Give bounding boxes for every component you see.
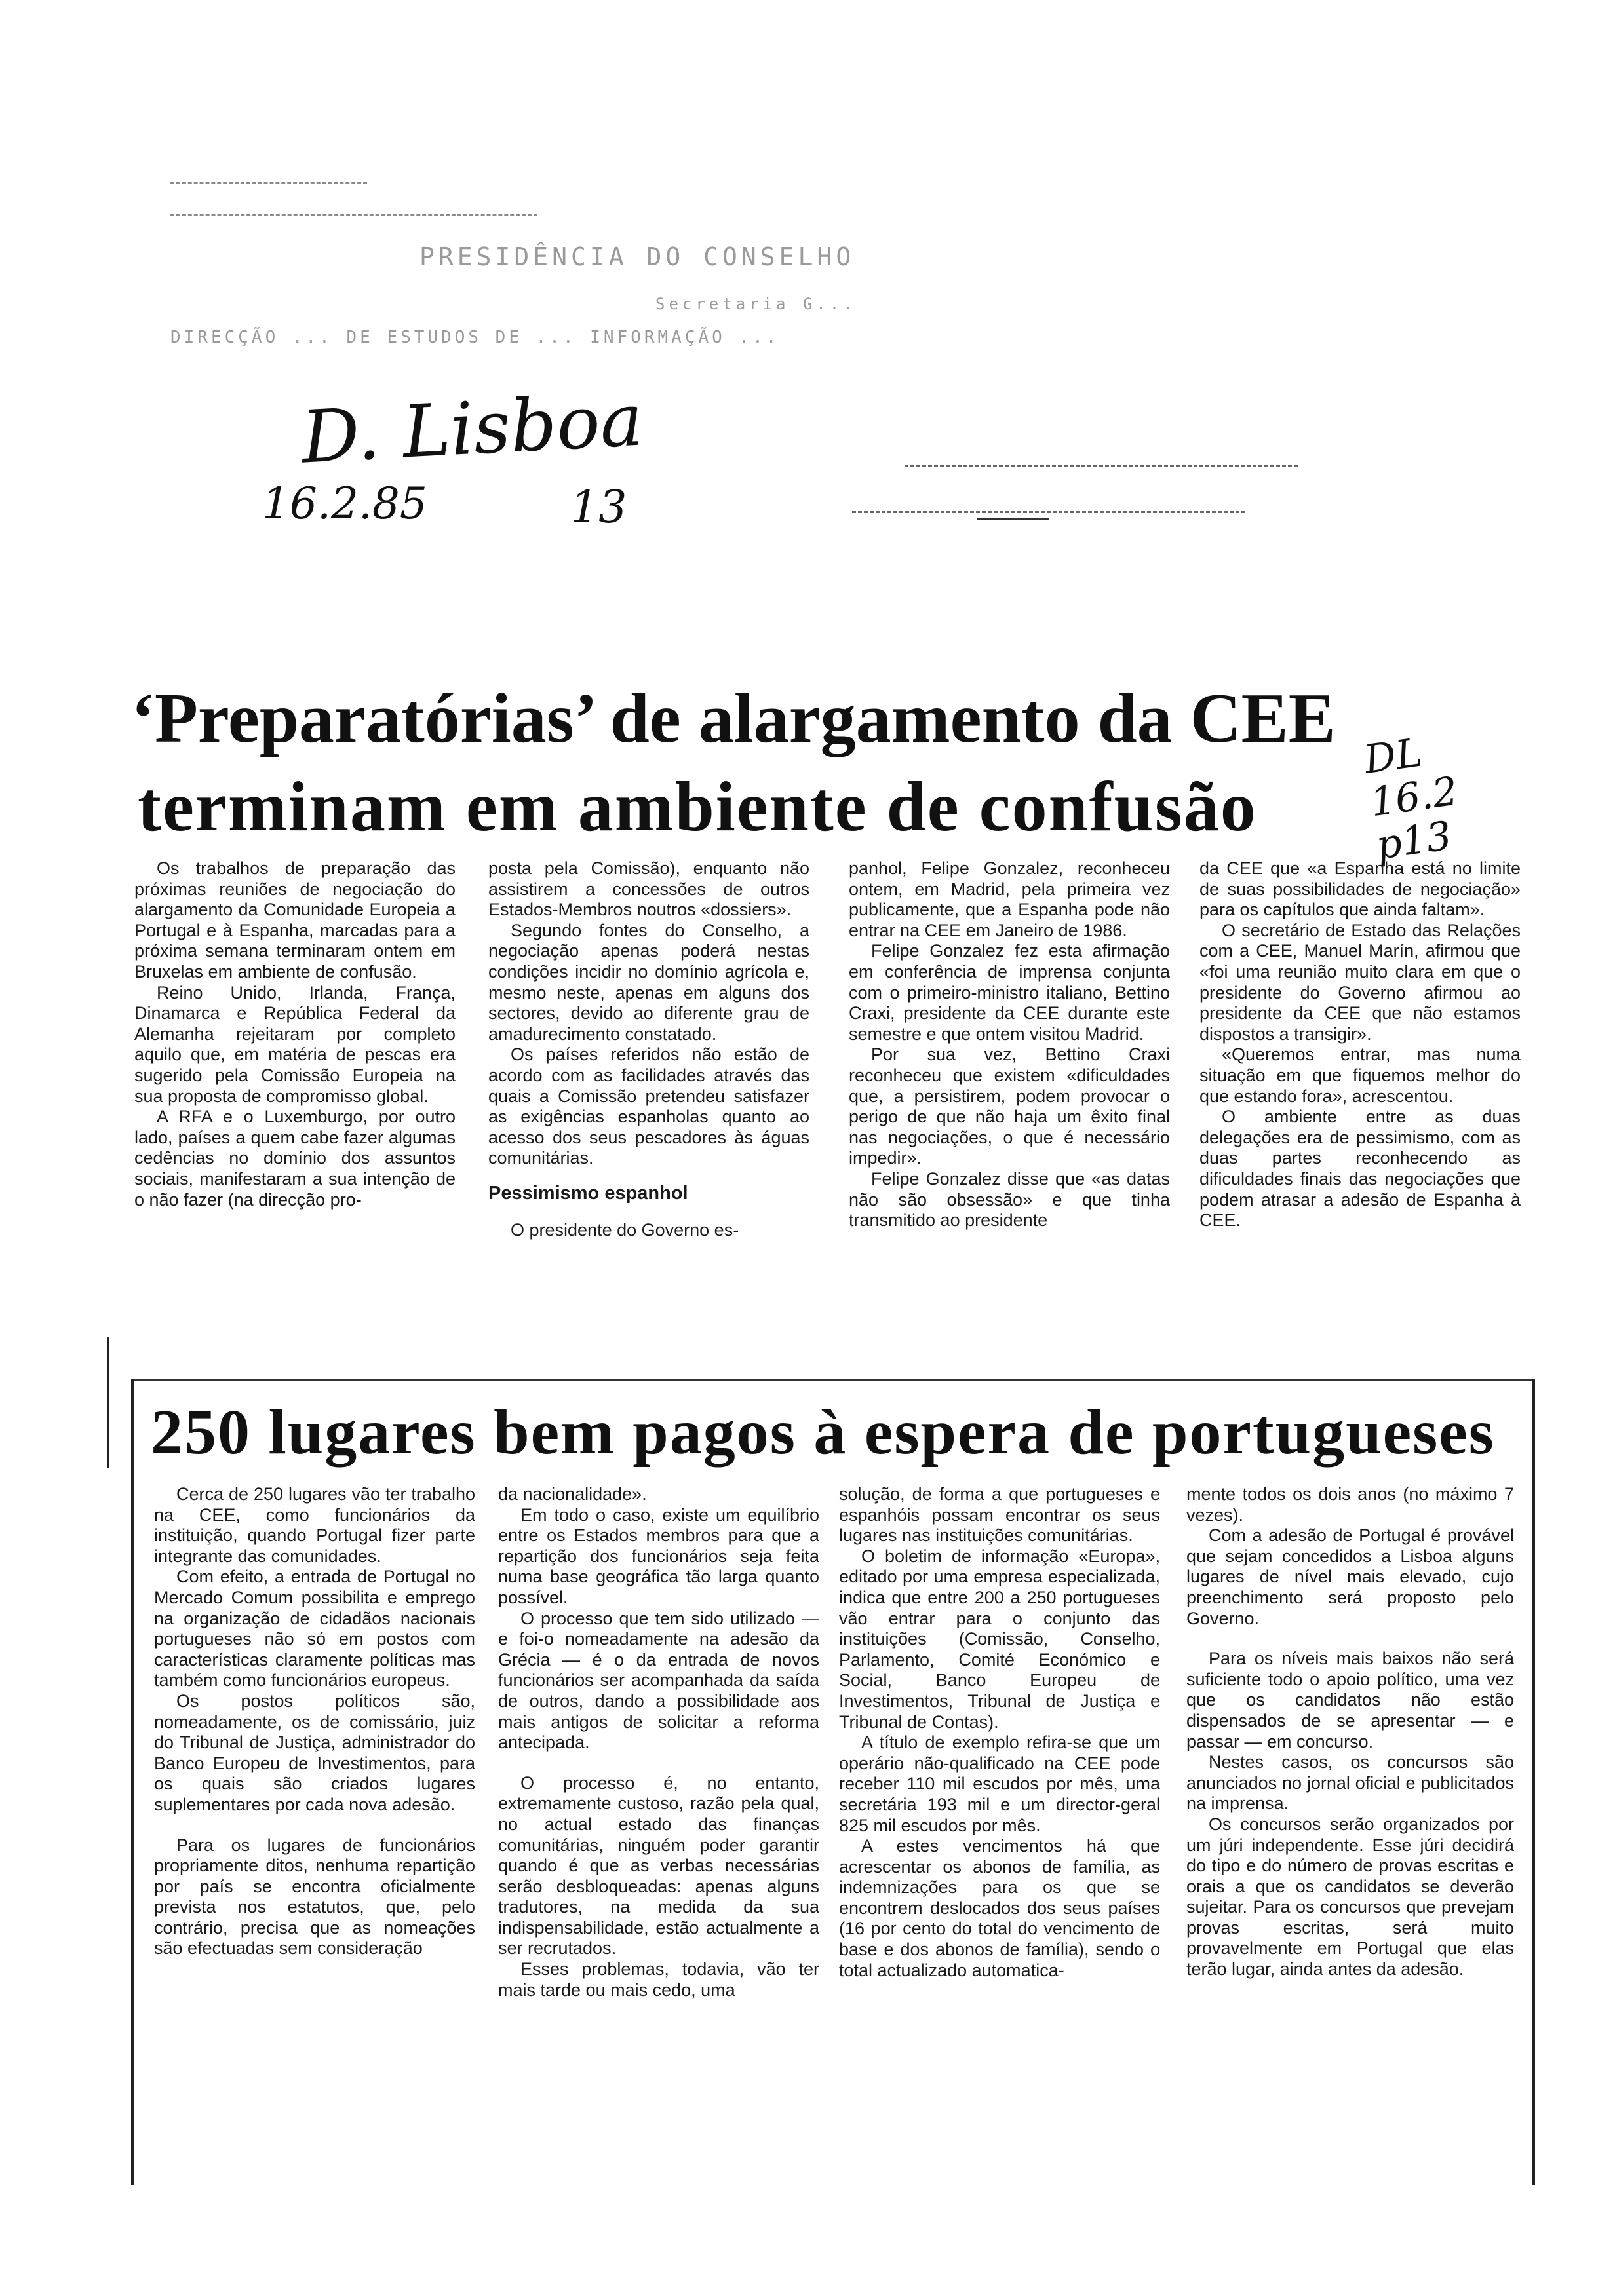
article1-column-4 <box>1199 858 1521 1231</box>
paragraph: panhol, Felipe Gonzalez, reconheceu ontem, em Madrid, pela primeira vez publicamente, que a Espanha pode não entrar na CEE em Janeiro de 1986. <box>849 858 1170 940</box>
paragraph: Por sua vez, Bettino Craxi reconheceu que existem «dificuldades que, a persistirem, podem provocar o perigo de que não haja um êxito final nas negociações, o que é necessário impedir». <box>849 1044 1170 1168</box>
paragraph: O processo que tem sido utilizado — e foi-o nomeadamente na adesão da Grécia — é o da entrada de novos funcionários ser acompanhada da saída de outros, dando a possibilidade aos mais antigos de solicitar a reforma antecipada. <box>498 1608 819 1753</box>
paragraph: Felipe Gonzalez fez esta afirmação em conferência de imprensa conjunta com o primeiro-ministro italiano, Bettino Craxi, presidente da CEE durante este semestre e que ontem visitou Madrid. <box>849 941 1170 1044</box>
article2-column-1 <box>154 1484 475 1959</box>
stamp-rule-2 <box>852 511 1245 513</box>
stamp-border-top <box>170 182 367 184</box>
paragraph: O presidente do Governo es- <box>511 1219 739 1240</box>
article2-column-3 <box>839 1484 1160 1981</box>
paragraph: mente todos os dois anos (no máximo 7 vezes). <box>1186 1484 1514 1525</box>
stamp-rule-1 <box>905 465 1298 467</box>
article2-column-4 <box>1186 1484 1514 1980</box>
article1-headline-line2: terminam em ambiente de confusão <box>138 768 1257 846</box>
paragraph: Para os lugares de funcionários propriamente ditos, nenhuma repartição por país se encontra oficialmente prevista nos estatutos, que, pelo contrário, precisa que as nomeações são efectuadas sem consideração <box>154 1835 475 1959</box>
paragraph: «Queremos entrar, mas numa situação em que fiquemos melhor do que estando fora», acrescentou. <box>1199 1044 1521 1106</box>
subheading-pessimismo: Pessimismo espanhol <box>488 1182 688 1204</box>
paragraph: Felipe Gonzalez disse que «as datas não são obsessão» e que tinha transmitido ao presidente <box>849 1168 1170 1231</box>
paragraph: Esses problemas, todavia, vão ter mais tarde ou mais cedo, uma <box>498 1959 819 2000</box>
article2-box-left <box>131 1379 134 2185</box>
margin-note: DL 16.2 p13 <box>1361 729 1461 869</box>
paragraph: Cerca de 250 lugares vão ter trabalho na CEE, como funcionários da instituição, quando Portugal fizer parte integrante das comunidades. <box>154 1484 475 1566</box>
paragraph: posta pela Comissão), enquanto não assistirem a concessões de outros Estados-Membros noutros «dossiers». <box>488 858 809 920</box>
paragraph: O secretário de Estado das Relações com a CEE, Manuel Marín, afirmou que «foi uma reunião muito clara em que o presidente do Governo afirmou ao presidente da CEE que não estamos dispostos a transigir». <box>1199 920 1521 1044</box>
article2-box-right <box>1532 1379 1535 2185</box>
handwritten-date: 16.2.85 <box>262 478 427 529</box>
paragraph: solução, de forma a que portugueses e espanhóis possam encontrar os seus lugares nas instituições comunitárias. <box>839 1484 1160 1546</box>
article2-left-margin-mark <box>107 1337 109 1468</box>
paragraph: da nacionalidade». <box>498 1484 647 1504</box>
paragraph: Os trabalhos de preparação das próximas reuniões de negociação do alargamento da Comunidade Europeia a Portugal e à Espanha, marcadas para a próxima semana terminaram ontem em Bruxelas em ambiente de confusão. <box>134 858 456 982</box>
stamp-line-1: PRESIDÊNCIA DO CONSELHO <box>419 242 855 271</box>
paragraph: Com efeito, a entrada de Portugal no Mercado Comum possibilita e emprego na organização de cidadãos nacionais portugueses não só em postos com características claramente políticas mas também como funcionários europeus. <box>154 1567 475 1691</box>
paragraph: da CEE que «a Espanha está no limite de suas possibilidades de negociação» para os capítulos que ainda faltam». <box>1199 858 1521 920</box>
paragraph: Nestes casos, os concursos são anunciados no jornal oficial e publicitados na imprensa. <box>1186 1752 1514 1814</box>
paragraph: O processo é, no entanto, extremamente custoso, razão pela qual, no actual estado das finanças comunitárias, ninguém poder garantir quando é que as verbas necessárias serão desbloqueadas: apenas alguns tradutores, na medida da sua indispensabilidade, estão actualmente a ser recrutados. <box>498 1772 819 1959</box>
paragraph: Em todo o caso, existe um equilíbrio entre os Estados membros para que a repartição dos funcionários seja feita numa base geográfica tão larga quanto possível. <box>498 1504 819 1607</box>
paragraph: Segundo fontes do Conselho, a negociação apenas poderá nestas condições incidir no domínio agrícola e, mesmo neste, apenas em alguns dos sectores, devido ao diferente grau de amadurecimento constatado. <box>488 920 809 1044</box>
paragraph: Os concursos serão organizados por um júri independente. Esse júri decidirá do tipo e do número de provas escritas e orais a que os candidatos se deverão sujeitar. Para os concursos que prevejam provas escritas, será muito provavelmente em Portugal que elas terão lugar, ainda antes da adesão. <box>1186 1814 1514 1980</box>
stamp-border-top-2 <box>170 214 537 216</box>
article1-headline-line1: ‘Preparatórias’ de alargamento da CEE <box>131 679 1336 757</box>
article1-column-2 <box>488 858 809 1240</box>
paragraph: Com a adesão de Portugal é provável que sejam concedidos a Lisboa alguns lugares de nível mais elevado, cujo preenchimento será proposto pelo Governo. <box>1186 1525 1514 1628</box>
stamp-rule-3 <box>977 518 1049 520</box>
paragraph: Os países referidos não estão de acordo com as facilidades através das quais a Comissão pretendeu satisfazer as exigências espanholas quanto ao acesso dos seus pescadores às águas comunitárias. <box>488 1044 809 1168</box>
paragraph: Os postos políticos são, nomeadamente, os de comissário, juiz do Tribunal de Justiça, administrador do Banco Europeu de Investimentos, para os quais são criados lugares suplementares por cada nova adesão. <box>154 1691 475 1814</box>
paragraph: Para os níveis mais baixos não será suficiente todo o apoio político, uma vez que os candidatos não estão dispensados de se apresentar — e passar — em concurso. <box>1186 1649 1514 1751</box>
handwritten-page: 13 <box>570 482 627 533</box>
article1-column-1 <box>134 858 456 1210</box>
paragraph: A estes vencimentos há que acrescentar os abonos de família, as indemnizações para os que se encontrem deslocados dos seus países (16 por cento do total do vencimento de base e dos abonos de família), sendo o total actualizado automatica- <box>839 1836 1160 1980</box>
handwritten-source: D. Lisboa <box>300 377 646 480</box>
paragraph: O boletim de informação «Europa», editado por uma empresa especializada, indica que entre 200 a 250 portugueses vão entrar para o conjunto das instituições (Comissão, Conselho, Parlamento, Comité Económico e Social, Banco Europeu de Investimentos, Tribunal de Justiça e Tribunal de Contas). <box>839 1546 1160 1732</box>
stamp-line-2: Secretaria G... <box>655 295 857 313</box>
article2-headline: 250 lugares bem pagos à espera de portugueses <box>151 1397 1495 1468</box>
article2-column-2 <box>498 1484 819 2000</box>
article2-box-top <box>134 1379 1534 1381</box>
paragraph: A título de exemplo refira-se que um operário não-qualificado na CEE pode receber 110 mil escudos por mês, uma secretária 193 mil e um director-geral 825 mil escudos por mês. <box>839 1732 1160 1835</box>
article1-column-3 <box>849 858 1170 1231</box>
paragraph: A RFA e o Luxemburgo, por outro lado, países a quem cabe fazer algumas cedências no domínio dos assuntos sociais, manifestaram a sua intenção de o não fazer (na direcção pro- <box>134 1107 456 1210</box>
stamp-line-3: DIRECÇÃO ... DE ESTUDOS DE ... INFORMAÇÃO ... <box>170 328 780 347</box>
paragraph: O ambiente entre as duas delegações era de pessimismo, com as duas partes reconhecendo as dificuldades finais das negociações que podem atrasar a adesão de Espanha à CEE. <box>1199 1107 1521 1231</box>
paragraph: Reino Unido, Irlanda, França, Dinamarca e República Federal da Alemanha rejeitaram por completo aquilo que, em matéria de pescas era sugerido pela Comissão Europeia na sua proposta de compromisso global. <box>134 982 456 1106</box>
